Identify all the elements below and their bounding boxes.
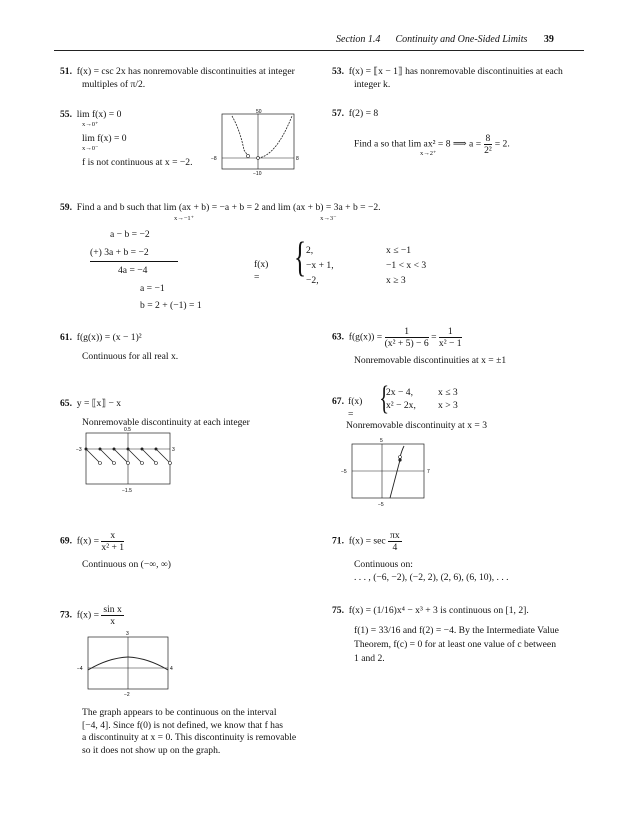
limit-sub-1: x→−1⁺	[174, 214, 195, 222]
problem-51	[60, 66, 295, 91]
page-number: 39	[543, 34, 554, 45]
denominator: x² + 1	[101, 542, 125, 553]
problem-text: multiples of π/2.	[82, 78, 146, 90]
problem-number: 73.	[60, 609, 72, 621]
graph-ymin: −5	[378, 502, 384, 508]
limit-sub: x→2⁺	[420, 149, 437, 157]
problem-73-text	[82, 707, 296, 757]
denominator: x² − 1	[438, 338, 462, 349]
problem-text: Nonremovable discontinuity at x = 3	[346, 420, 488, 431]
problem-53	[332, 66, 563, 91]
case-cond: −1 < x < 3	[386, 260, 427, 271]
problem-number: 53.	[332, 66, 344, 77]
brace: {	[379, 380, 390, 417]
problem-text: f(1) = 33/16 and f(2) = −4. By the Intermediate Value	[354, 625, 559, 636]
graph-ymin: −1.5	[122, 488, 132, 494]
numerator: sin x	[103, 604, 122, 615]
numerator: 1	[439, 326, 462, 338]
problem-71	[332, 530, 509, 584]
graph-ymin: −10	[253, 171, 262, 176]
problem-number: 75.	[332, 605, 344, 616]
problem-text: Continuous on:	[354, 559, 413, 570]
graph-67	[340, 436, 436, 508]
case-expr: 2,	[306, 245, 314, 256]
step-line: (+) 3a + b = −2	[90, 246, 149, 258]
problem-number: 57.	[332, 108, 344, 119]
problem-73	[60, 604, 124, 627]
problem-text: f(x) =	[76, 609, 99, 621]
problem-text: Find a and b such that lim (ax + b) = −a + b = 2 and lim (ax + b) = 3a + b = −2.	[76, 202, 381, 213]
fraction	[101, 530, 124, 553]
graph-65	[76, 426, 180, 494]
graph-ymax: 5	[380, 438, 383, 444]
problem-text: f(x) = ⟦x − 1⟧ has nonremovable discontinuities at each	[348, 66, 563, 77]
step-line: 4a = −4	[90, 261, 178, 280]
problem-text: . . . , (−6, −2), (−2, 2), (2, 6), (6, 10), . . .	[354, 571, 509, 583]
explanation-line: The graph appears to be continuous on the interval	[82, 707, 277, 718]
graph-ymax: 50	[256, 109, 262, 115]
graph-xmin: −5	[341, 469, 347, 475]
step-line: a = −1	[140, 282, 165, 294]
limit-line-1: lim f(x) = 0	[76, 109, 122, 120]
section-label: Section 1.4	[336, 34, 381, 45]
problem-text: f(g(x)) =	[348, 331, 383, 343]
problem-text: Continuous for all real x.	[82, 350, 179, 362]
problem-text: Continuous on (−∞, ∞)	[82, 559, 171, 570]
case-expr: −x + 1,	[306, 260, 334, 271]
problem-text: Nonremovable discontinuity at each integer	[82, 416, 250, 428]
step-line: a − b = −2	[110, 229, 150, 240]
graph-ymin: −2	[124, 692, 130, 698]
problem-text: f(x) = (1/16)x⁴ − x³ + 3 is continuous on [1, 2].	[348, 605, 529, 616]
case-expr: 2x − 4,	[386, 387, 413, 398]
case-cond: x ≤ 3	[438, 387, 458, 398]
case-cond: x ≥ 3	[386, 275, 406, 286]
problem-55	[60, 108, 192, 169]
problem-number: 65.	[60, 398, 72, 409]
graph-55	[210, 108, 306, 176]
problem-text: f(g(x)) = (x − 1)²	[76, 332, 142, 343]
conclusion-text: f is not continuous at x = −2.	[82, 157, 193, 168]
explanation-line: a discontinuity at x = 0. This discontinuity is removable	[82, 732, 297, 743]
graph-xmax: 8	[296, 156, 299, 162]
problem-text: f(x) =	[76, 535, 99, 547]
step-line: b = 2 + (−1) = 1	[140, 300, 202, 311]
fraction	[101, 604, 123, 627]
denominator: (x² + 5) − 6	[384, 338, 429, 349]
problem-text: 1 and 2.	[354, 653, 385, 664]
problem-63: 63. f(g(x)) = $\frac{1}{\text{(x² + 5) − 6}}$ = $\frac{1}{\text{x² − 1}}$ Nonremovable discontinuities at x = ±1	[332, 326, 507, 366]
problem-text: Find a so that lim ax² = 8 ⟹ a =	[354, 138, 482, 150]
fraction	[385, 326, 429, 349]
problem-number: 69.	[60, 535, 72, 547]
numerator: 1	[385, 326, 429, 338]
fraction	[484, 133, 493, 156]
problem-65	[60, 398, 250, 429]
graph-ymax: 3	[126, 631, 129, 637]
denominator: 2²	[484, 144, 492, 156]
graph-xmin: −8	[211, 156, 217, 162]
graph-xmin: −4	[77, 666, 83, 672]
case-expr: −2,	[306, 275, 319, 286]
explanation-line: [−4, 4]. Since f(0) is not defined, we know that f has	[82, 719, 283, 731]
case-cond: x ≤ −1	[386, 245, 412, 256]
problem-text: f(x) = sec	[348, 535, 386, 547]
limit-sub-1: x→0⁺	[82, 121, 99, 128]
problem-text: = 2.	[494, 138, 510, 150]
system-steps	[90, 226, 202, 315]
problem-number: 61.	[60, 332, 72, 343]
problem-number: 51.	[60, 66, 72, 77]
fdef-label: f(x) =	[254, 259, 269, 283]
graph-xmax: 4	[170, 666, 173, 672]
graph-xmax: 3	[172, 447, 175, 453]
problem-number: 63.	[332, 331, 344, 343]
numerator: πx	[390, 530, 400, 541]
problem-number: 71.	[332, 535, 344, 547]
problem-number: 67.	[332, 396, 344, 407]
problem-text: y = ⟦x⟧ − x	[76, 398, 122, 409]
problem-text: integer k.	[354, 78, 391, 90]
problem-text: Nonremovable discontinuities at x = ±1	[354, 355, 507, 366]
header-rule	[54, 50, 584, 51]
problem-text: f(x) = csc 2x has nonremovable discontinuities at integer	[76, 66, 295, 77]
section-title: Continuity and One-Sided Limits	[395, 34, 528, 45]
problem-59	[60, 202, 381, 222]
running-header	[336, 34, 554, 45]
problem-57	[332, 108, 510, 157]
graph-xmin: −3	[76, 447, 82, 453]
problem-number: 59.	[60, 202, 72, 213]
fraction	[388, 530, 402, 553]
case-expr: x² − 2x,	[386, 400, 416, 411]
numerator: 8	[485, 132, 491, 144]
graph-ymax: 0.5	[124, 427, 131, 433]
denominator: x	[110, 616, 115, 627]
explanation-line: so it does not show up on the graph.	[82, 744, 221, 756]
graph-xmax: 7	[427, 469, 430, 475]
limit-sub-2: x→0⁻	[82, 145, 99, 152]
problem-number: 55.	[60, 109, 72, 120]
denominator: 4	[392, 542, 398, 553]
case-cond: x > 3	[438, 400, 458, 411]
problem-text: Theorem, f(c) = 0 for at least one value of c between	[354, 639, 556, 650]
problem-61	[60, 332, 178, 363]
fraction	[439, 326, 462, 349]
graph-73	[76, 630, 180, 698]
problem-text: f(2) = 8	[348, 108, 379, 119]
problem-text: f(x) =	[348, 396, 363, 420]
problem-75	[332, 604, 559, 666]
limit-sub-2: x→3⁻	[320, 214, 337, 222]
numerator: x	[101, 530, 124, 542]
limit-line-2: lim f(x) = 0	[82, 133, 127, 144]
problem-69	[60, 530, 171, 572]
brace: {	[294, 235, 307, 281]
